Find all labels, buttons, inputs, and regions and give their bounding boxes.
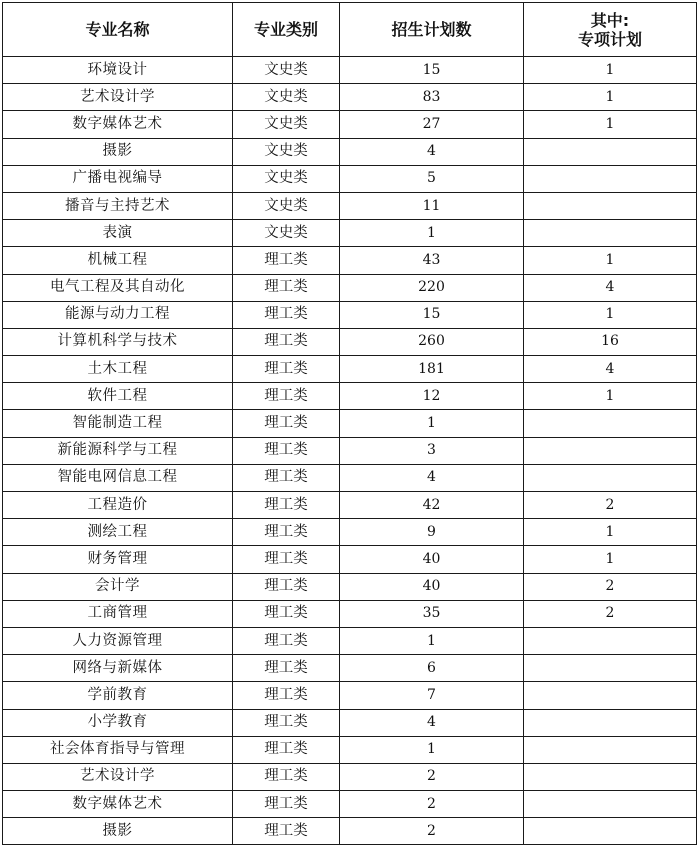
cell-enrollment-count: 83 bbox=[340, 84, 524, 111]
table-row bbox=[3, 220, 697, 247]
cell-major-name: 广播电视编导 bbox=[3, 165, 233, 192]
cell-enrollment-count: 4 bbox=[340, 464, 524, 491]
cell-major-name: 工程造价 bbox=[3, 492, 233, 519]
cell-special-plan: 2 bbox=[524, 600, 697, 627]
cell-major-name: 土木工程 bbox=[3, 356, 233, 383]
cell-major-name: 社会体育指导与管理 bbox=[3, 736, 233, 763]
header-special-plan-line2: 专项计划 bbox=[577, 29, 642, 49]
table-row bbox=[3, 437, 697, 464]
cell-major-name: 环境设计 bbox=[3, 57, 233, 84]
cell-enrollment-count: 4 bbox=[340, 138, 524, 165]
cell-major-category: 理工类 bbox=[233, 627, 340, 654]
cell-enrollment-count: 3 bbox=[340, 437, 524, 464]
cell-enrollment-count: 1 bbox=[340, 410, 524, 437]
cell-major-name: 艺术设计学 bbox=[3, 763, 233, 790]
cell-special-plan bbox=[524, 791, 697, 818]
cell-special-plan bbox=[524, 138, 697, 165]
cell-major-name: 智能制造工程 bbox=[3, 410, 233, 437]
cell-enrollment-count: 2 bbox=[340, 763, 524, 790]
table-row bbox=[3, 736, 697, 763]
table-row bbox=[3, 492, 697, 519]
cell-enrollment-count: 2 bbox=[340, 818, 524, 845]
cell-major-name: 计算机科学与技术 bbox=[3, 328, 233, 355]
cell-major-name: 会计学 bbox=[3, 573, 233, 600]
cell-major-name: 人力资源管理 bbox=[3, 627, 233, 654]
cell-enrollment-count: 181 bbox=[340, 356, 524, 383]
cell-major-category: 文史类 bbox=[233, 111, 340, 138]
cell-enrollment-count: 42 bbox=[340, 492, 524, 519]
cell-major-name: 电气工程及其自动化 bbox=[3, 274, 233, 301]
table-row bbox=[3, 546, 697, 573]
cell-enrollment-count: 15 bbox=[340, 301, 524, 328]
cell-enrollment-count: 35 bbox=[340, 600, 524, 627]
table-row bbox=[3, 301, 697, 328]
header-major-name: 专业名称 bbox=[3, 3, 233, 57]
cell-enrollment-count: 43 bbox=[340, 247, 524, 274]
cell-special-plan: 1 bbox=[524, 57, 697, 84]
cell-special-plan bbox=[524, 736, 697, 763]
cell-major-name: 表演 bbox=[3, 220, 233, 247]
cell-special-plan: 4 bbox=[524, 274, 697, 301]
table-row bbox=[3, 84, 697, 111]
cell-major-category: 理工类 bbox=[233, 274, 340, 301]
cell-special-plan bbox=[524, 763, 697, 790]
cell-major-name: 新能源科学与工程 bbox=[3, 437, 233, 464]
table-row bbox=[3, 165, 697, 192]
cell-major-category: 理工类 bbox=[233, 600, 340, 627]
table-row bbox=[3, 818, 697, 845]
cell-major-name: 摄影 bbox=[3, 818, 233, 845]
cell-enrollment-count: 12 bbox=[340, 383, 524, 410]
cell-enrollment-count: 220 bbox=[340, 274, 524, 301]
table-row bbox=[3, 627, 697, 654]
cell-enrollment-count: 4 bbox=[340, 709, 524, 736]
cell-major-name: 软件工程 bbox=[3, 383, 233, 410]
cell-major-name: 摄影 bbox=[3, 138, 233, 165]
table-row bbox=[3, 410, 697, 437]
table-row bbox=[3, 111, 697, 138]
cell-special-plan: 1 bbox=[524, 546, 697, 573]
table-row bbox=[3, 600, 697, 627]
cell-major-category: 理工类 bbox=[233, 437, 340, 464]
header-enrollment-count: 招生计划数 bbox=[340, 3, 524, 57]
table-body bbox=[3, 57, 697, 845]
cell-major-name: 机械工程 bbox=[3, 247, 233, 274]
header-special-plan bbox=[524, 3, 697, 57]
header-row bbox=[3, 3, 697, 57]
cell-major-category: 文史类 bbox=[233, 192, 340, 219]
cell-enrollment-count: 5 bbox=[340, 165, 524, 192]
table-row bbox=[3, 763, 697, 790]
cell-major-name: 数字媒体艺术 bbox=[3, 111, 233, 138]
cell-major-name: 播音与主持艺术 bbox=[3, 192, 233, 219]
cell-special-plan bbox=[524, 410, 697, 437]
cell-major-category: 理工类 bbox=[233, 383, 340, 410]
cell-major-category: 理工类 bbox=[233, 410, 340, 437]
cell-major-name: 测绘工程 bbox=[3, 519, 233, 546]
cell-major-name: 财务管理 bbox=[3, 546, 233, 573]
cell-special-plan bbox=[524, 709, 697, 736]
cell-special-plan: 1 bbox=[524, 111, 697, 138]
cell-major-category: 理工类 bbox=[233, 247, 340, 274]
table-row bbox=[3, 573, 697, 600]
cell-major-category: 理工类 bbox=[233, 655, 340, 682]
cell-special-plan bbox=[524, 627, 697, 654]
cell-enrollment-count: 27 bbox=[340, 111, 524, 138]
cell-enrollment-count: 1 bbox=[340, 627, 524, 654]
cell-special-plan: 1 bbox=[524, 519, 697, 546]
cell-enrollment-count: 40 bbox=[340, 573, 524, 600]
cell-major-category: 理工类 bbox=[233, 682, 340, 709]
cell-major-category: 文史类 bbox=[233, 84, 340, 111]
cell-enrollment-count: 1 bbox=[340, 736, 524, 763]
cell-special-plan bbox=[524, 165, 697, 192]
cell-special-plan: 4 bbox=[524, 356, 697, 383]
cell-major-name: 智能电网信息工程 bbox=[3, 464, 233, 491]
cell-special-plan: 1 bbox=[524, 301, 697, 328]
cell-enrollment-count: 11 bbox=[340, 192, 524, 219]
cell-major-category: 理工类 bbox=[233, 546, 340, 573]
cell-special-plan: 1 bbox=[524, 247, 697, 274]
cell-major-name: 学前教育 bbox=[3, 682, 233, 709]
enrollment-plan-table bbox=[2, 2, 697, 845]
cell-special-plan: 16 bbox=[524, 328, 697, 355]
cell-special-plan bbox=[524, 682, 697, 709]
cell-enrollment-count: 7 bbox=[340, 682, 524, 709]
cell-special-plan: 1 bbox=[524, 383, 697, 410]
cell-special-plan bbox=[524, 818, 697, 845]
cell-enrollment-count: 260 bbox=[340, 328, 524, 355]
cell-special-plan: 2 bbox=[524, 573, 697, 600]
cell-special-plan bbox=[524, 437, 697, 464]
table-row bbox=[3, 464, 697, 491]
table-row bbox=[3, 356, 697, 383]
cell-enrollment-count: 40 bbox=[340, 546, 524, 573]
table-row bbox=[3, 682, 697, 709]
table-row bbox=[3, 328, 697, 355]
cell-major-category: 理工类 bbox=[233, 763, 340, 790]
cell-special-plan bbox=[524, 220, 697, 247]
cell-major-category: 理工类 bbox=[233, 301, 340, 328]
cell-enrollment-count: 1 bbox=[340, 220, 524, 247]
cell-enrollment-count: 9 bbox=[340, 519, 524, 546]
cell-major-category: 理工类 bbox=[233, 791, 340, 818]
cell-major-category: 理工类 bbox=[233, 356, 340, 383]
cell-special-plan: 2 bbox=[524, 492, 697, 519]
table-row bbox=[3, 274, 697, 301]
table-row bbox=[3, 138, 697, 165]
cell-enrollment-count: 2 bbox=[340, 791, 524, 818]
cell-major-category: 文史类 bbox=[233, 165, 340, 192]
cell-major-category: 理工类 bbox=[233, 818, 340, 845]
table-row bbox=[3, 519, 697, 546]
cell-special-plan bbox=[524, 464, 697, 491]
cell-major-name: 艺术设计学 bbox=[3, 84, 233, 111]
cell-major-name: 网络与新媒体 bbox=[3, 655, 233, 682]
cell-major-category: 理工类 bbox=[233, 573, 340, 600]
table-row bbox=[3, 247, 697, 274]
cell-special-plan bbox=[524, 192, 697, 219]
cell-major-category: 理工类 bbox=[233, 492, 340, 519]
cell-major-category: 理工类 bbox=[233, 709, 340, 736]
table-row bbox=[3, 791, 697, 818]
cell-special-plan bbox=[524, 655, 697, 682]
cell-major-name: 数字媒体艺术 bbox=[3, 791, 233, 818]
table-row bbox=[3, 709, 697, 736]
cell-special-plan: 1 bbox=[524, 84, 697, 111]
cell-major-name: 小学教育 bbox=[3, 709, 233, 736]
table-row bbox=[3, 655, 697, 682]
cell-major-name: 工商管理 bbox=[3, 600, 233, 627]
cell-major-category: 理工类 bbox=[233, 464, 340, 491]
cell-major-category: 文史类 bbox=[233, 138, 340, 165]
table-row bbox=[3, 192, 697, 219]
table-row bbox=[3, 57, 697, 84]
header-special-plan-line1: 其中: bbox=[590, 10, 630, 30]
header-major-category: 专业类别 bbox=[233, 3, 340, 57]
cell-major-category: 理工类 bbox=[233, 736, 340, 763]
cell-major-category: 理工类 bbox=[233, 519, 340, 546]
cell-major-category: 理工类 bbox=[233, 328, 340, 355]
cell-enrollment-count: 6 bbox=[340, 655, 524, 682]
cell-enrollment-count: 15 bbox=[340, 57, 524, 84]
table-row bbox=[3, 383, 697, 410]
table-header bbox=[3, 3, 697, 57]
cell-major-name: 能源与动力工程 bbox=[3, 301, 233, 328]
cell-major-category: 文史类 bbox=[233, 220, 340, 247]
cell-major-category: 文史类 bbox=[233, 57, 340, 84]
